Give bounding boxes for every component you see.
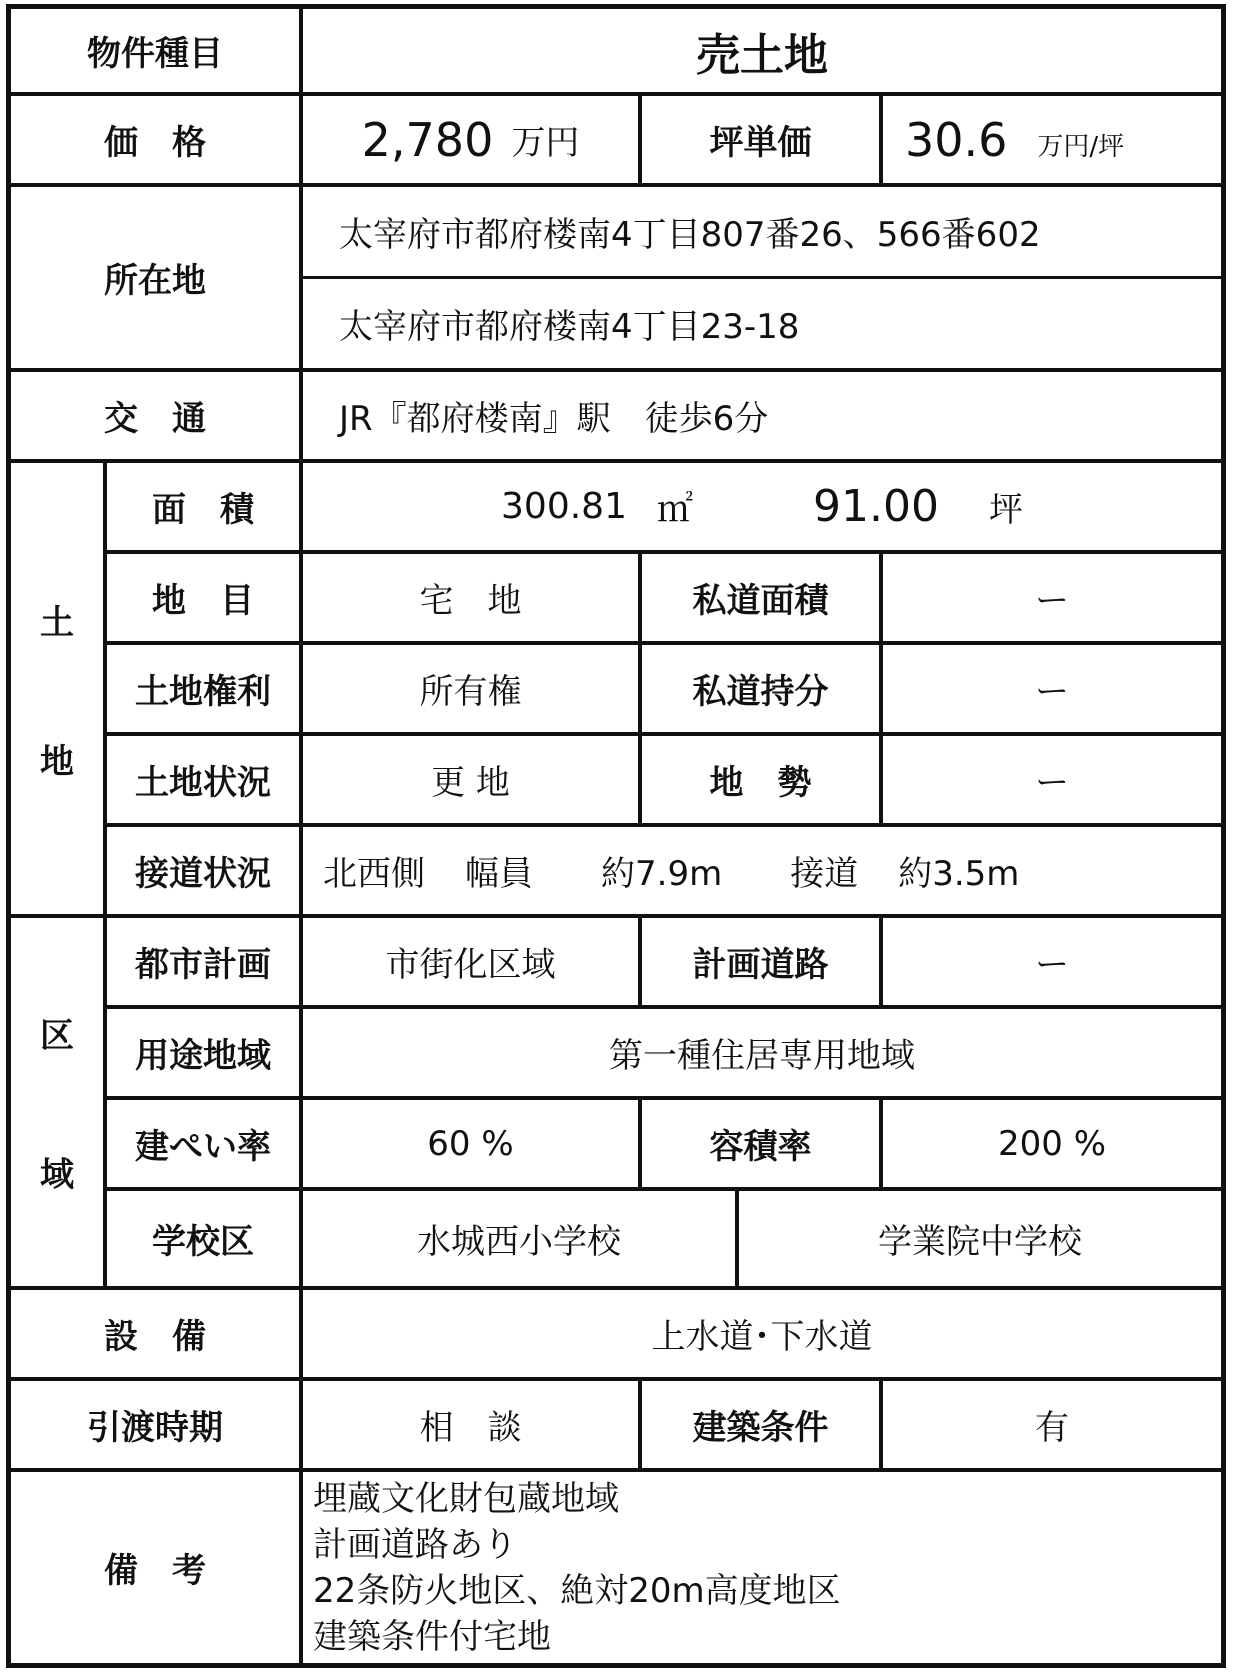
- facilities-label: 設 備: [104, 1317, 206, 1357]
- property-type-value: 売土地: [696, 29, 828, 81]
- area-m2: 300.81: [501, 486, 627, 527]
- road-access-cell: [303, 827, 1221, 914]
- planned-road-label: 計画道路: [692, 945, 829, 985]
- area-m2-unit: ㎡: [656, 489, 693, 530]
- zoning-group-char-2: 域: [40, 1155, 74, 1195]
- use-district-value: 第一種住居専用地域: [609, 1036, 915, 1076]
- area-tsubo: 91.00: [813, 481, 939, 532]
- private-road-share-value: ー: [1035, 672, 1069, 712]
- tsubo-price-value: 30.6: [905, 112, 1008, 167]
- road-direction: 北西側: [323, 854, 425, 894]
- remarks-line: 建築条件付宅地: [313, 1616, 551, 1657]
- building-condition-value: 有: [1035, 1408, 1069, 1448]
- land-group-char-1: 土: [40, 602, 74, 643]
- coverage-ratio-label: 建ぺい率: [135, 1127, 271, 1167]
- handover-value: 相 談: [419, 1408, 522, 1448]
- price-amount: 2,780: [361, 112, 494, 167]
- price-cell: [303, 96, 638, 183]
- location-line2: 太宰府市都府楼南4丁目23-18: [339, 307, 800, 347]
- road-contact-label: 接道: [790, 854, 859, 894]
- use-district-label: 用途地域: [135, 1036, 271, 1076]
- transport-value: JR『都府楼南』駅 徒歩6分: [339, 399, 769, 439]
- coverage-ratio-value: 60 %: [427, 1123, 514, 1164]
- remarks-line: 22条防火地区、絶対20m高度地区: [313, 1570, 841, 1611]
- border-bottom: [6, 1663, 1226, 1668]
- floor-area-ratio-value: 200 %: [997, 1123, 1106, 1164]
- road-width-label: 幅員: [465, 854, 533, 894]
- transport-label: 交 通: [104, 399, 206, 439]
- land-category-value: 宅 地: [419, 581, 522, 621]
- area-cell: [303, 463, 1221, 550]
- private-road-area-label: 私道面積: [692, 581, 829, 621]
- zoning-group-char-1: 区: [40, 1016, 74, 1056]
- city-plan-label: 都市計画: [135, 945, 271, 985]
- road-contact: 約3.5m: [898, 854, 1020, 894]
- private-road-share-label: 私道持分: [692, 672, 829, 712]
- road-width: 約7.9m: [601, 854, 723, 894]
- border-right: [1221, 4, 1226, 1668]
- land-group-label: [11, 463, 103, 914]
- tsubo-price-cell: [883, 96, 1221, 183]
- private-road-area-value: ー: [1035, 581, 1069, 621]
- property-sheet: [6, 4, 1226, 1668]
- area-tsubo-unit: 坪: [988, 490, 1023, 530]
- land-group-char-2: 地: [40, 741, 74, 782]
- price-unit: 万円: [511, 123, 580, 163]
- remarks-line: 埋蔵文化財包蔵地域: [313, 1478, 619, 1519]
- city-plan-value: 市街化区域: [385, 945, 556, 985]
- floor-area-ratio-label: 容積率: [709, 1127, 812, 1167]
- tsubo-price-unit: 万円/坪: [1037, 132, 1125, 162]
- school-district-label: 学校区: [152, 1222, 254, 1262]
- handover-label: 引渡時期: [87, 1408, 223, 1448]
- road-access-label: 接道状況: [135, 854, 271, 894]
- remarks-list: [303, 1472, 1221, 1663]
- location-line1: 太宰府市都府楼南4丁目807番26、566番602: [339, 215, 1041, 255]
- location-label: 所在地: [104, 261, 206, 301]
- terrain-label: 地 勢: [709, 763, 812, 803]
- land-status-value: 更 地: [431, 763, 510, 803]
- land-status-label: 土地状況: [135, 763, 271, 803]
- price-label: 価 格: [104, 123, 206, 163]
- junior-high-school: 学業院中学校: [878, 1222, 1082, 1262]
- zoning-group-label: [11, 918, 103, 1286]
- land-rights-label: 土地権利: [135, 672, 271, 712]
- facilities-value: 上水道･下水道: [651, 1317, 873, 1357]
- planned-road-value: ー: [1035, 945, 1069, 985]
- remarks-label: 備 考: [104, 1551, 206, 1591]
- property-type-label: 物件種目: [87, 34, 223, 74]
- terrain-value: ー: [1035, 763, 1069, 803]
- tsubo-price-label: 坪単価: [709, 123, 812, 163]
- remarks-line: 計画道路あり: [313, 1524, 517, 1565]
- land-category-label: 地 目: [152, 581, 254, 621]
- land-rights-value: 所有権: [419, 672, 522, 712]
- building-condition-label: 建築条件: [692, 1408, 829, 1448]
- elementary-school: 水城西小学校: [417, 1222, 621, 1262]
- area-label: 面 積: [152, 490, 254, 530]
